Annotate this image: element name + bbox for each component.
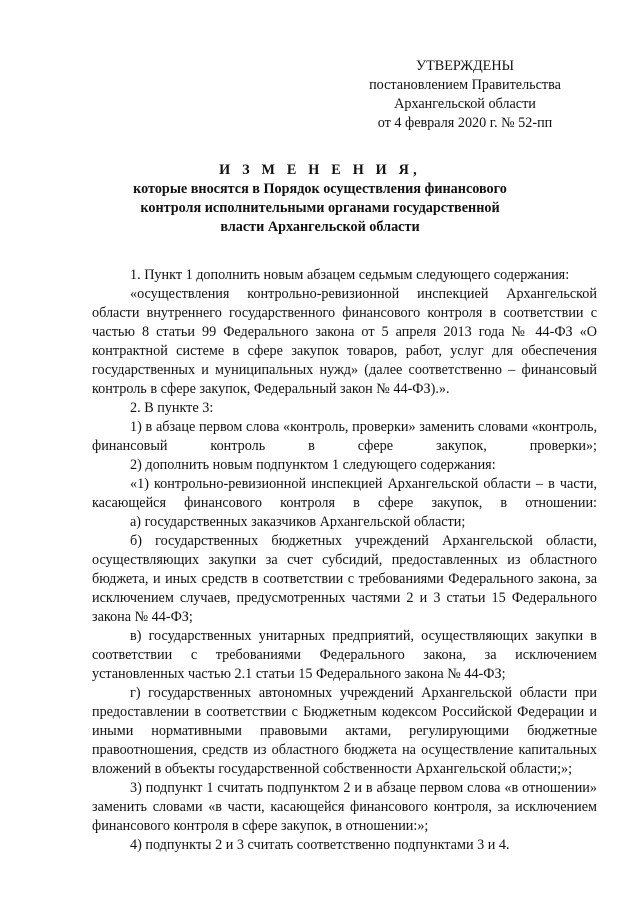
paragraph-subitem-4: 4) подпункты 2 и 3 считать соответственно подпунктами 3 и 4. xyxy=(130,837,510,853)
approval-line: Архангельской области xyxy=(394,96,536,112)
document-title: И З М Е Н Е Н И Я, xyxy=(219,162,421,178)
subtitle-line: власти Архангельской области xyxy=(220,219,420,235)
paragraph-item-1: 1. Пункт 1 дополнить новым абзацем седьмым следующего содержания: xyxy=(130,267,570,283)
document-body xyxy=(92,266,597,855)
document-subtitle xyxy=(92,180,548,237)
paragraph-subitem-3: 3) подпункт 1 считать подпунктом 2 и в абзаце первом слова «в отношении» заменить словами «в части, касающейся финансового контроля, за исключением финансового контроля в сфере закупок, в отношении:»; xyxy=(92,780,597,834)
paragraph-new-subitem-1: «1) контрольно-ревизионной инспекцией Архангельской области – в части, касающейся финансового контроля в сфере закупок, в отношении: xyxy=(92,476,597,511)
paragraph-letter-a: а) государственных заказчиков Архангельской области; xyxy=(130,514,466,530)
subtitle-line: которые вносятся в Порядок осуществления финансового xyxy=(133,181,507,197)
approval-stamp xyxy=(352,57,578,133)
document-title-block xyxy=(92,161,548,237)
approval-heading: УТВЕРЖДЕНЫ xyxy=(416,58,514,74)
approval-line: постановлением Правительства xyxy=(369,77,561,93)
approval-date-line: от 4 февраля 2020 г. № 52-пп xyxy=(377,115,553,131)
subtitle-line: контроля исполнительными органами государственной xyxy=(140,200,500,216)
paragraph-subitem-1: 1) в абзаце первом слова «контроль, проверки» заменить словами «контроль, финансовый контроль в сфере закупок, проверки»; xyxy=(92,419,597,454)
paragraph-subitem-2: 2) дополнить новым подпунктом 1 следующего содержания: xyxy=(130,457,496,473)
paragraph-letter-b: б) государственных бюджетных учреждений Архангельской области, осуществляющих закупки за счет субсидий, предоставленных из областного бюджета, и иных средств в соответствии с требованиями Федерального закона, за исключением случаев, предусмотренных частями 2 и 3 статьи 15 Федерального закона № 44-ФЗ; xyxy=(92,533,597,625)
paragraph-letter-g: г) государственных автономных учреждений Архангельской области при предоставлении в соответствии с Бюджетным кодексом Российской Федерации и иными нормативными правовыми актами, регулирующими бюджетные правоотношения, средств из областного бюджета на осуществление капитальных вложений в объекты государственной собственности Архангельской области;»; xyxy=(92,685,597,777)
paragraph-new-clause-text: «осуществления контрольно-ревизионной инспекцией Архангельской области внутреннего государственного финансового контроля в соответствии с частью 8 статьи 99 Федерального закона от 5 апреля 2013 года № 44-ФЗ «О контрактной системе в сфере закупок товаров, работ, услуг для обеспечения государственных и муниципальных нужд» (далее соответственно – финансовый контроль в сфере закупок, Федеральный закон № 44-ФЗ).». xyxy=(92,286,597,397)
paragraph-letter-v: в) государственных унитарных предприятий, осуществляющих закупки в соответствии с требованиями Федерального закона, за исключением установленных частью 2.1 статьи 15 Федерального закона № 44-ФЗ; xyxy=(92,628,597,682)
paragraph-item-2: 2. В пункте 3: xyxy=(130,400,214,416)
